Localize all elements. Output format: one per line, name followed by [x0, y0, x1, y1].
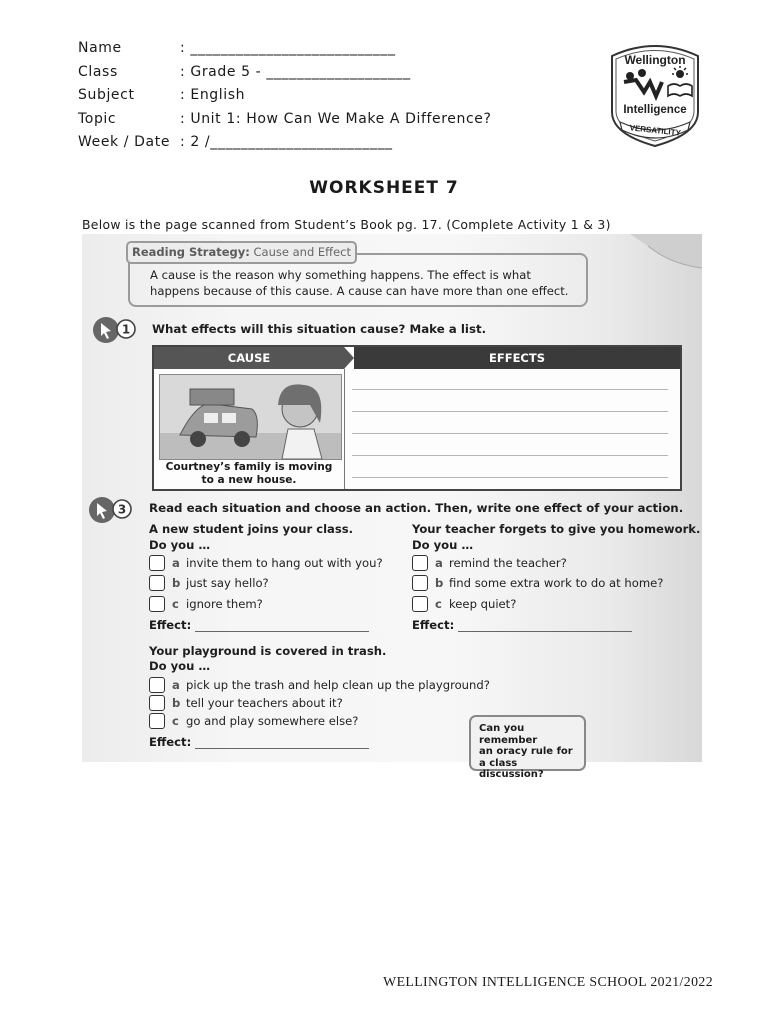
effect-answer-line[interactable] [352, 477, 668, 478]
situation-2-title: Your teacher forgets to give you homework. [412, 522, 701, 536]
cause-header: CAUSE [154, 347, 344, 369]
situation-1-option-c[interactable]: c ignore them? [149, 596, 263, 612]
cause-effect-table [152, 345, 682, 491]
oracy-line-1: Can you remember [479, 723, 538, 746]
effect-answer-line[interactable] [458, 620, 632, 632]
activity-3-pointer-icon [88, 496, 132, 524]
effect-answer-line[interactable] [352, 389, 668, 390]
cause-caption-line-2: to a new house. [201, 473, 297, 486]
topic-label: Topic [78, 110, 117, 127]
effect-answer-line[interactable] [352, 455, 668, 456]
moving-family-illustration [159, 374, 342, 460]
strategy-line-2: happens because of this cause. A cause can have more than one effect. [150, 284, 569, 298]
topic-row [78, 111, 492, 135]
effects-header: EFFECTS [354, 347, 680, 369]
subject-label: Subject [78, 87, 135, 103]
week-date-label: Week / Date [78, 134, 171, 150]
checkbox[interactable] [412, 596, 428, 612]
table-divider [344, 369, 345, 489]
subject-row [78, 87, 492, 111]
school-logo [606, 42, 704, 148]
strategy-tag-bold: Reading Strategy: [132, 245, 250, 259]
situation-2-option-a[interactable]: a remind the teacher? [412, 555, 567, 571]
situation-2-option-c[interactable]: c keep quiet? [412, 596, 516, 612]
week-date-row [78, 134, 492, 158]
name-label: Name [78, 40, 122, 56]
name-row [78, 40, 492, 64]
checkbox[interactable] [149, 555, 165, 571]
situation-3-title: Your playground is covered in trash. [149, 644, 387, 658]
situation-3-option-c[interactable]: c go and play somewhere else? [149, 713, 358, 729]
cause-caption [154, 461, 344, 486]
class-label: Class [78, 63, 118, 80]
checkbox[interactable] [149, 713, 165, 729]
oracy-line-2: an oracy rule for [479, 746, 573, 758]
situation-3-option-a[interactable]: a pick up the trash and help clean up the playground? [149, 677, 490, 693]
activity-1-number: 1 [121, 322, 131, 337]
situation-1-effect[interactable]: Effect: [149, 618, 369, 632]
effect-answer-line[interactable] [352, 433, 668, 434]
logo-text-top: Wellington [624, 53, 686, 67]
activity-1-question: What effects will this situation cause? Make a list. [152, 322, 487, 336]
scanned-textbook-page [82, 234, 702, 781]
checkbox[interactable] [149, 695, 165, 711]
checkbox[interactable] [149, 575, 165, 591]
checkbox[interactable] [412, 555, 428, 571]
intro-instruction: Below is the page scanned from Student’s Book pg. 17. (Complete Activity 1 & 3) [82, 217, 611, 232]
situation-3-do-you: Do you … [149, 659, 211, 673]
activity-1-pointer-icon [92, 316, 136, 344]
page-curl-icon [630, 234, 702, 268]
situation-1-option-a[interactable]: a invite them to hang out with you? [149, 555, 383, 571]
reading-strategy-tag [126, 241, 357, 264]
effect-answer-line[interactable] [195, 737, 369, 749]
checkbox[interactable] [412, 575, 428, 591]
oracy-line-3: a class discussion? [479, 757, 544, 781]
cause-arrow [344, 347, 354, 369]
effect-answer-line[interactable] [195, 620, 369, 632]
effect-answer-line[interactable] [352, 411, 668, 412]
situation-3-option-b[interactable]: b tell your teachers about it? [149, 695, 343, 711]
name-value[interactable]: : ___________________________ [180, 40, 396, 56]
logo-text-bottom: VERSATILITY [629, 123, 682, 138]
oracy-tip-box [469, 715, 586, 781]
class-value[interactable]: : Grade 5 - ___________________ [180, 63, 411, 80]
situation-1-option-b[interactable]: b just say hello? [149, 575, 269, 591]
situation-2-option-b[interactable]: b find some extra work to do at home? [412, 575, 663, 591]
subject-value: : English [180, 87, 246, 103]
strategy-tag-rest: Cause and Effect [249, 245, 351, 259]
reading-strategy-text [150, 267, 568, 299]
student-info-header [78, 40, 492, 158]
school-footer: WELLINGTON INTELLIGENCE SCHOOL 2021/2022 [383, 974, 713, 989]
situation-3-effect[interactable]: Effect: [149, 735, 369, 749]
topic-value: : Unit 1: How Can We Make A Difference? [180, 110, 492, 127]
situation-1-title: A new student joins your class. [149, 522, 354, 536]
situation-1-do-you: Do you … [149, 538, 211, 552]
situation-2-do-you: Do you … [412, 538, 474, 552]
activity-3-question: Read each situation and choose an action. Then, write one effect of your action. [149, 501, 684, 515]
worksheet-title: WORKSHEET 7 [309, 178, 459, 198]
strategy-line-1: A cause is the reason why something happens. The effect is what [150, 268, 531, 282]
cause-caption-line-1: Courtney’s family is moving [165, 461, 333, 473]
checkbox[interactable] [149, 596, 165, 612]
week-date-value[interactable]: : 2 /________________________ [180, 134, 393, 150]
situation-2-effect[interactable]: Effect: [412, 618, 632, 632]
class-row [78, 64, 492, 88]
checkbox[interactable] [149, 677, 165, 693]
activity-3-number: 3 [117, 502, 127, 517]
logo-text-middle: Intelligence [623, 104, 687, 116]
